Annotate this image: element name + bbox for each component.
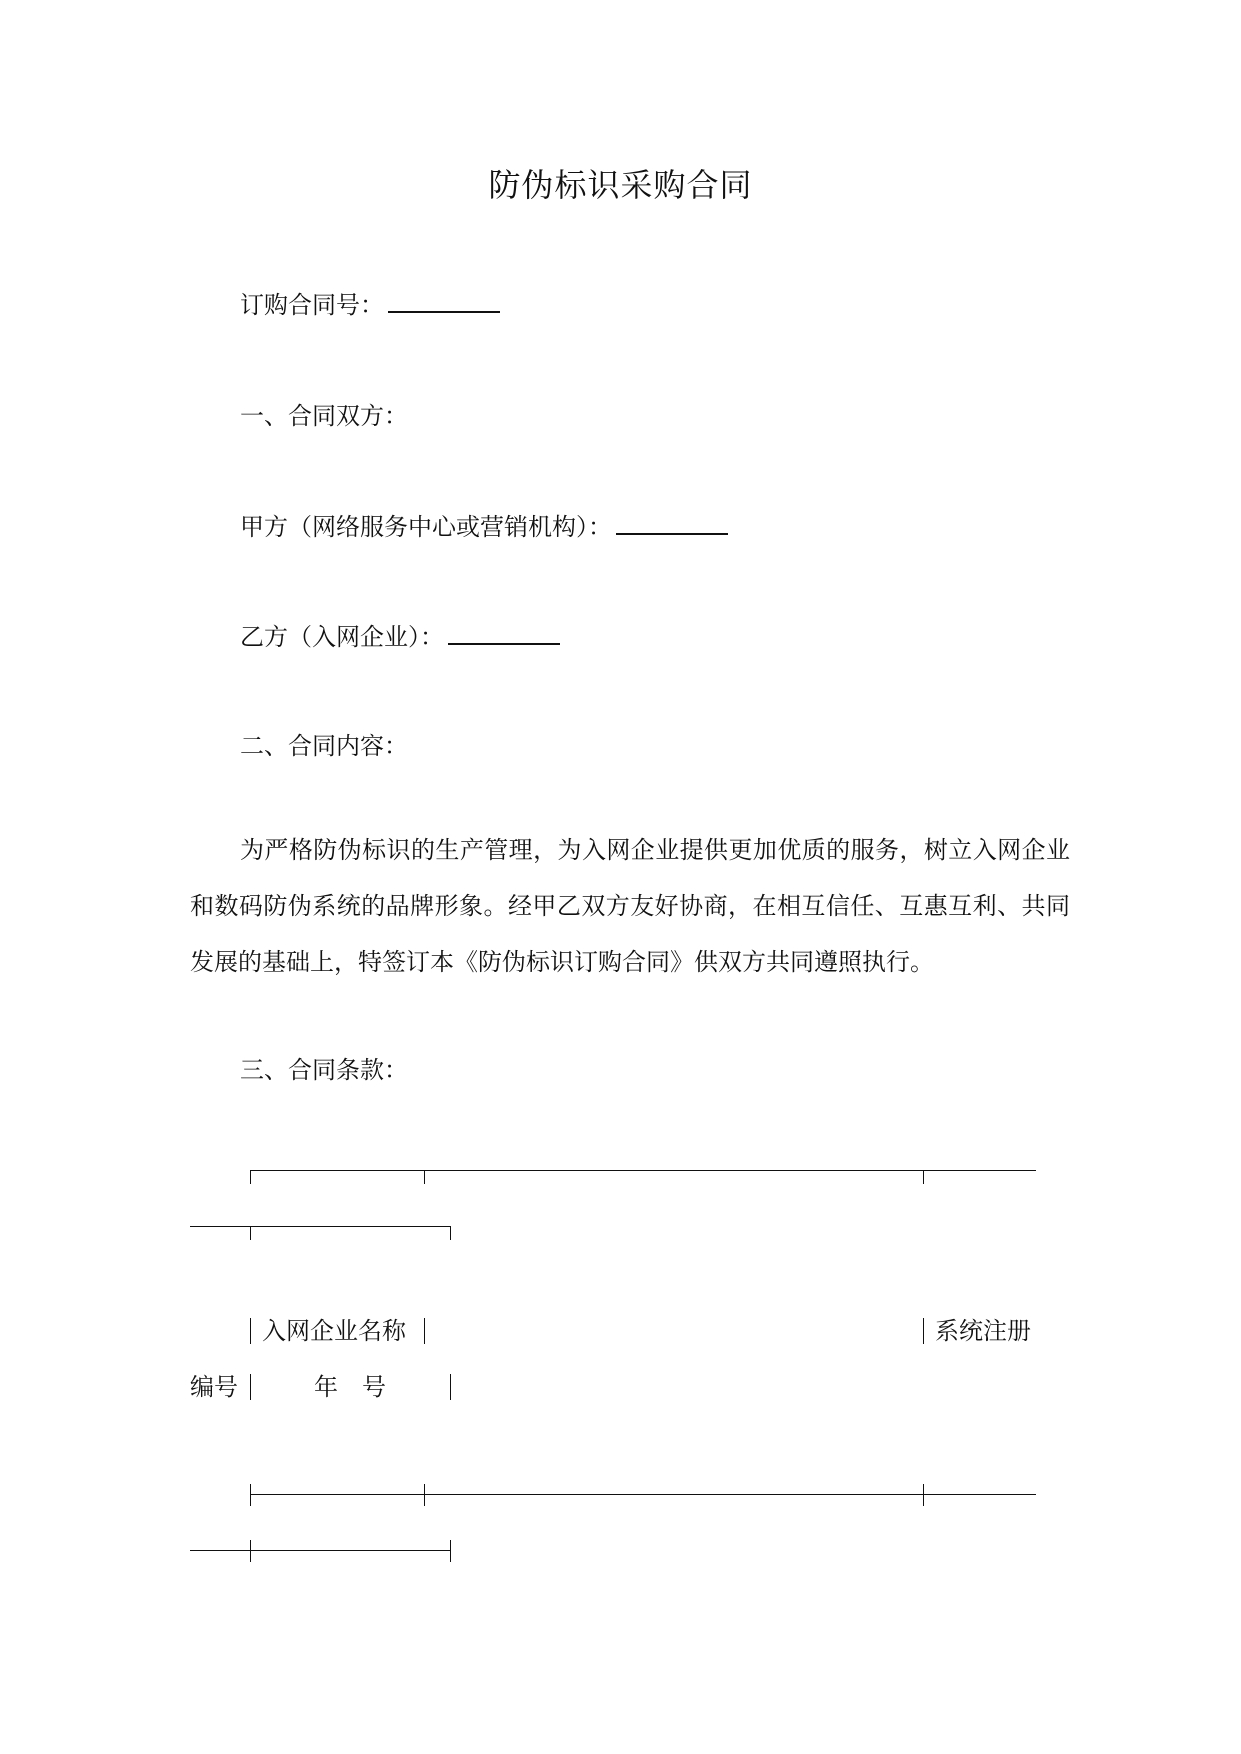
header-reg-number: 编号 [190, 1373, 238, 1401]
table-border-col1 [424, 1318, 425, 1344]
table-tick-8 [450, 1540, 451, 1562]
section3-heading: 三、合同条款： [240, 1056, 408, 1084]
contract-number-blank[interactable] [388, 291, 500, 313]
party-a-blank[interactable] [616, 513, 728, 535]
table-divider [250, 1494, 1036, 1495]
table-top-border [250, 1170, 1036, 1171]
table-border-left [250, 1318, 251, 1344]
table-divider-cont [190, 1550, 450, 1551]
table-corner-tr [450, 1226, 451, 1240]
contract-number-line [240, 290, 500, 320]
section2-paragraph: 为严格防伪标识的生产管理，为入网企业提供更加优质的服务，树立入网企业和数码防伪系统的品牌形象。经甲乙双方友好协商，在相互信任、互惠互利、共同发展的基础上，特签订本《防伪标识订购合同》供双方共同遵照执行。 [190, 836, 1070, 976]
header-year-number: 年 号 [314, 1373, 386, 1401]
table-tick-4 [250, 1484, 251, 1506]
table-tick-3 [250, 1226, 251, 1240]
party-a-line [240, 512, 728, 542]
party-b-blank[interactable] [448, 623, 560, 645]
table-tick-6 [923, 1484, 924, 1506]
document-title: 防伪标识采购合同 [488, 166, 753, 204]
table-corner-tl [250, 1170, 251, 1184]
table-top-border-cont [190, 1226, 450, 1227]
header-enterprise-name: 入网企业名称 [262, 1317, 406, 1345]
section1-heading: 一、合同双方： [240, 402, 408, 430]
table-tick-5 [424, 1484, 425, 1506]
party-a-label: 甲方（网络服务中心或营销机构）： [240, 513, 612, 541]
table-border-left-2 [250, 1374, 251, 1400]
party-b-line [240, 622, 560, 652]
table-tick-1 [424, 1170, 425, 1184]
section2-heading: 二、合同内容： [240, 732, 408, 760]
party-b-label: 乙方（入网企业）： [240, 623, 444, 651]
table-tick-7 [250, 1540, 251, 1562]
table-border-right-2 [450, 1374, 451, 1400]
table-border-col2 [923, 1318, 924, 1344]
header-system-reg: 系统注册 [935, 1317, 1031, 1345]
table-tick-2 [923, 1170, 924, 1184]
contract-number-label: 订购合同号： [240, 291, 384, 319]
